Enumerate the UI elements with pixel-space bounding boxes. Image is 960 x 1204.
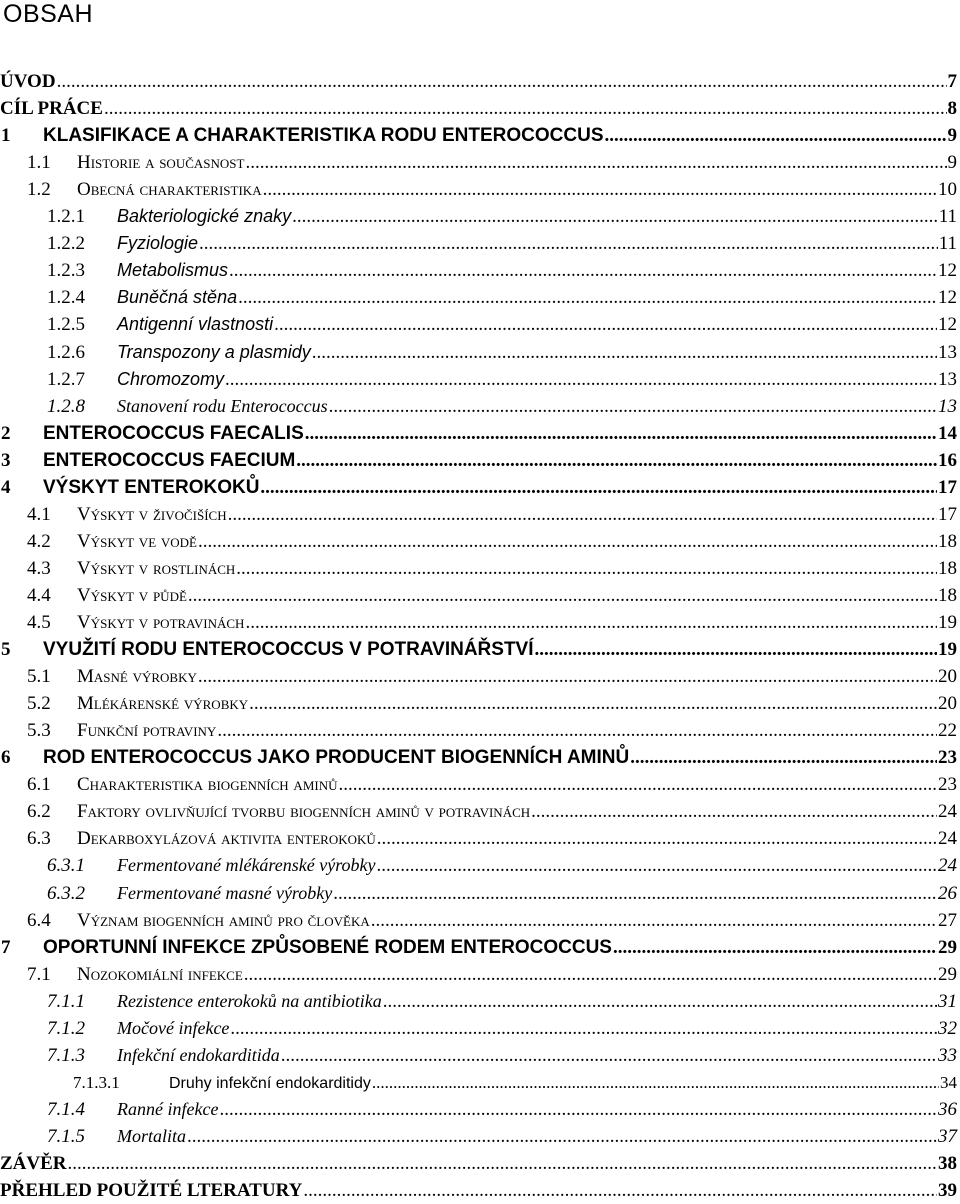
- toc-dot-leader: [630, 744, 937, 771]
- toc-entry-title: Fermentované masné výrobky: [117, 882, 333, 903]
- toc-entry-title: Výskyt v živočiších: [77, 503, 227, 525]
- toc-entry[interactable]: [0, 1150, 957, 1177]
- toc-entry-title: Mlékárenské výrobky: [77, 693, 249, 715]
- toc-entry[interactable]: [0, 798, 957, 825]
- toc-dot-leader: [260, 474, 937, 501]
- toc-dot-leader: [244, 961, 937, 988]
- toc-entry[interactable]: [0, 257, 957, 284]
- toc-dot-leader: [383, 988, 937, 1015]
- toc-entry-number: 6.3.1: [47, 855, 85, 877]
- toc-dot-leader: [217, 717, 937, 744]
- toc-entry-number: 4.2: [27, 530, 51, 552]
- toc-entry[interactable]: [0, 690, 957, 717]
- toc-entry[interactable]: [0, 447, 957, 474]
- toc-entry-page: 17: [938, 476, 957, 498]
- toc-entry-title: Transpozony a plasmidy: [117, 341, 311, 362]
- toc-entry-number: 5.3: [27, 720, 51, 742]
- toc-entry-number: 7: [1, 936, 11, 958]
- toc-entry-page: 13: [938, 341, 957, 363]
- toc-entry-page: 36: [938, 1098, 957, 1120]
- toc-dot-leader: [245, 149, 946, 176]
- toc-entry-title: ENTEROCOCCUS FAECALIS: [43, 422, 304, 444]
- toc-entry-page: 23: [938, 747, 957, 769]
- toc-entry-title: Druhy infekční endokarditidy: [169, 1074, 371, 1092]
- toc-entry-title: Fermentované mlékárenské výrobky: [117, 855, 376, 876]
- toc-entry-title: Močové infekce: [117, 1017, 230, 1038]
- toc-entry[interactable]: [0, 501, 957, 528]
- toc-entry[interactable]: [0, 474, 957, 501]
- toc-entry-page: 9: [947, 125, 957, 147]
- toc-dot-leader: [228, 501, 937, 528]
- toc-entry-page: 9: [947, 152, 957, 174]
- toc-dot-leader: [377, 825, 937, 852]
- toc-dot-leader: [199, 230, 938, 257]
- toc-entry-page: 17: [938, 503, 957, 525]
- toc-entry-title: ENTEROCOCCUS FAECIUM: [43, 449, 296, 471]
- toc-entry-number: 7.1.1: [47, 990, 85, 1012]
- toc-entry-title: Výskyt v půdě: [77, 584, 187, 606]
- toc-entry-page: 12: [938, 260, 957, 282]
- toc-dot-leader: [187, 1123, 937, 1150]
- toc-dot-leader: [198, 528, 937, 555]
- toc-dot-leader: [372, 1069, 939, 1096]
- toc-entry-number: 2: [1, 422, 11, 444]
- toc-entry-page: 14: [938, 422, 957, 444]
- toc-entry[interactable]: [0, 203, 957, 230]
- toc-entry-number: 1.2.5: [47, 314, 85, 336]
- toc-entry[interactable]: [0, 528, 957, 555]
- toc-dot-leader: [274, 311, 937, 338]
- toc-entry-number: 6.1: [27, 774, 51, 796]
- toc-dot-leader: [329, 393, 937, 420]
- toc-dot-leader: [229, 257, 937, 284]
- toc-entry-title: Mortalita: [117, 1125, 187, 1146]
- toc-entry-page: 24: [938, 828, 957, 850]
- toc-entry[interactable]: [0, 934, 957, 961]
- toc-entry-number: 5: [1, 639, 11, 661]
- toc-dot-leader: [605, 122, 947, 149]
- toc-entry-page: 8: [947, 98, 957, 120]
- toc-entry-page: 13: [938, 395, 957, 417]
- toc-entry-number: 6.2: [27, 801, 51, 823]
- toc-entry-number: 4.1: [27, 503, 51, 525]
- toc-dot-leader: [263, 176, 937, 203]
- toc-entry[interactable]: [0, 744, 957, 771]
- toc-entry-page: 31: [938, 990, 957, 1012]
- toc-entry-page: 19: [938, 612, 957, 633]
- toc-dot-leader: [303, 1177, 937, 1204]
- toc-entry-number: 6: [1, 747, 11, 769]
- toc-entry-title: Význam biogenních aminů pro člověka: [77, 909, 370, 931]
- toc-entry-title: Dekarboxylázová aktivita enterokoků: [77, 828, 376, 850]
- toc-entry-title: PŘEHLED POUŽITÉ LTERATURY: [0, 1180, 303, 1202]
- toc-entry[interactable]: [0, 68, 957, 95]
- toc-entry-title: Stanovení rodu Enterococcus: [117, 395, 328, 416]
- toc-dot-leader: [281, 1042, 937, 1069]
- toc-entry-title: Rezistence enterokoků na antibiotika: [117, 990, 382, 1011]
- toc-entry-page: 18: [938, 557, 957, 579]
- toc-entry-title: Masné výrobky: [77, 666, 197, 688]
- toc-dot-leader: [230, 1015, 937, 1042]
- toc-entry-page: 20: [938, 693, 957, 715]
- toc-entry[interactable]: [0, 880, 957, 907]
- toc-entry-title: CÍL PRÁCE: [0, 98, 103, 120]
- toc-entry-page: 12: [938, 314, 957, 336]
- toc-entry-number: 7.1.3.1: [73, 1072, 120, 1092]
- toc-entry-page: 27: [938, 909, 957, 931]
- toc-entry-number: 1.2.1: [47, 206, 85, 228]
- toc-entry-title: Výskyt v rostlinách: [77, 557, 236, 579]
- toc-entry-title: Ranné infekce: [117, 1098, 219, 1119]
- toc-entry-page: 18: [938, 584, 957, 606]
- toc-entry[interactable]: [0, 988, 957, 1015]
- toc-dot-leader: [219, 1096, 937, 1123]
- toc-entry-number: 1.1: [27, 152, 51, 174]
- toc-entry-number: 1.2: [27, 179, 51, 201]
- toc-entry-number: 1.2.4: [47, 287, 85, 309]
- toc-entry-number: 1.2.8: [47, 395, 85, 417]
- toc-entry-page: 22: [938, 720, 957, 742]
- toc-entry-title: Antigenní vlastnosti: [117, 314, 274, 335]
- toc-entry-title: Obecná charakteristika: [77, 179, 262, 201]
- toc-entry-number: 1.2.3: [47, 260, 85, 282]
- toc-entry-page: 33: [938, 1044, 957, 1066]
- toc-entry[interactable]: [0, 339, 957, 366]
- toc-entry[interactable]: [0, 636, 957, 663]
- toc-entry-number: 6.3.2: [47, 882, 85, 904]
- toc-dot-leader: [68, 1150, 937, 1177]
- toc-entry-number: 1: [1, 125, 11, 147]
- toc-entry[interactable]: [0, 907, 957, 934]
- toc-entry-page: 29: [938, 963, 957, 985]
- toc-entry-page: 32: [938, 1017, 957, 1039]
- toc-entry-page: 10: [938, 179, 957, 201]
- toc-dot-leader: [249, 690, 937, 717]
- toc-entry[interactable]: [0, 609, 957, 636]
- toc-entry[interactable]: [0, 149, 957, 176]
- toc-entry[interactable]: [0, 230, 957, 257]
- toc-entry-title: VYUŽITÍ RODU ENTEROCOCCUS V POTRAVINÁŘSTVÍ: [43, 639, 534, 661]
- toc-dot-leader: [296, 447, 937, 474]
- toc-dot-leader: [188, 582, 937, 609]
- toc-entry-number: 6.4: [27, 909, 51, 931]
- toc-dot-leader: [236, 555, 937, 582]
- toc-entry-title: VÝSKYT ENTEROKOKŮ: [43, 476, 260, 498]
- toc-entry-title: Fyziologie: [117, 233, 199, 254]
- toc-dot-leader: [225, 366, 937, 393]
- toc-entry-title: Chromozomy: [117, 368, 225, 389]
- toc-entry[interactable]: [0, 420, 957, 447]
- toc-entry-page: 20: [938, 666, 957, 688]
- toc-entry-page: 37: [938, 1125, 957, 1147]
- toc-entry-page: 16: [938, 449, 957, 471]
- toc-entry-title: Funkční potraviny: [77, 720, 217, 742]
- toc-entry[interactable]: [0, 555, 957, 582]
- toc-dot-leader: [613, 934, 937, 961]
- toc-entry-page: 18: [938, 530, 957, 552]
- toc-entry[interactable]: [0, 582, 957, 609]
- toc-entry-page: 13: [938, 368, 957, 390]
- toc-dot-leader: [371, 907, 937, 934]
- toc-dot-leader: [377, 852, 937, 879]
- toc-entry-number: 1.2.6: [47, 341, 85, 363]
- toc-entry-number: 4.4: [27, 584, 51, 606]
- toc-entry-page: 12: [938, 287, 957, 309]
- toc-entry-number: 7.1.4: [47, 1098, 85, 1120]
- toc-entry-page: 39: [938, 1180, 957, 1202]
- toc-entry[interactable]: [0, 1123, 957, 1150]
- toc-entry-title: Historie a současnost: [77, 152, 245, 174]
- toc-entry-page: 24: [938, 855, 957, 877]
- toc-entry-title: ROD ENTEROCOCCUS JAKO PRODUCENT BIOGENNÍCH AMINŮ: [43, 747, 630, 769]
- toc-entry[interactable]: [0, 1042, 957, 1069]
- toc-dot-leader: [104, 95, 947, 122]
- toc-entry-number: 5.2: [27, 693, 51, 715]
- toc-entry-page: 38: [938, 1153, 957, 1174]
- toc-entry-title: OPORTUNNÍ INFEKCE ZPŮSOBENÉ RODEM ENTEROCOCCUS: [43, 936, 612, 958]
- toc-entry[interactable]: [0, 1177, 957, 1204]
- page-title: OBSAH: [3, 0, 94, 28]
- toc-entry-title: Metabolismus: [117, 260, 229, 281]
- toc-entry-page: 7: [947, 71, 957, 92]
- toc-entry-title: Charakteristika biogenních aminů: [77, 774, 338, 796]
- toc-entry[interactable]: [0, 95, 957, 122]
- toc-entry-title: Buněčná stěna: [117, 287, 238, 308]
- toc-entry[interactable]: [0, 825, 957, 852]
- toc-entry-number: 6.3: [27, 828, 51, 850]
- toc-entry-number: 1.2.7: [47, 368, 85, 390]
- toc-entry-title: KLASIFIKACE A CHARAKTERISTIKA RODU ENTEROCOCCUS: [43, 125, 604, 147]
- toc-entry-title: ZÁVĚR: [0, 1153, 67, 1174]
- toc-entry-title: Infekční endokarditida: [117, 1044, 280, 1065]
- toc-entry-title: Faktory ovlivňující tvorbu biogenních aminů v potravinách: [77, 801, 531, 823]
- toc-dot-leader: [333, 880, 937, 907]
- toc-dot-leader: [339, 771, 938, 798]
- toc-entry[interactable]: [0, 1015, 957, 1042]
- toc-entry-page: 19: [938, 639, 957, 661]
- toc-entry-page: 11: [938, 233, 957, 255]
- toc-entry-title: Výskyt ve vodě: [77, 530, 197, 552]
- toc-entry-number: 3: [1, 449, 11, 471]
- toc-entry[interactable]: [0, 771, 957, 798]
- toc-entry[interactable]: [0, 1069, 957, 1096]
- toc-dot-leader: [535, 636, 937, 663]
- toc-entry[interactable]: [0, 663, 957, 690]
- toc-entry-page: 11: [938, 206, 957, 228]
- toc-entry-number: 7.1.3: [47, 1044, 85, 1066]
- toc-dot-leader: [292, 203, 938, 230]
- toc-entry-title: Bakteriologické znaky: [117, 206, 292, 227]
- toc-entry-title: ÚVOD: [0, 71, 56, 92]
- toc-dot-leader: [245, 609, 937, 636]
- toc-entry-number: 5.1: [27, 666, 51, 688]
- toc-entry-page: 24: [938, 801, 957, 823]
- toc-entry[interactable]: [0, 393, 957, 420]
- toc-entry-page: 23: [938, 774, 957, 796]
- toc-entry-title: Výskyt v potravinách: [77, 612, 245, 633]
- toc-entry-number: 4: [1, 476, 11, 498]
- toc-entry[interactable]: [0, 366, 957, 393]
- toc-entry[interactable]: [0, 311, 957, 338]
- toc-entry-page: 29: [938, 936, 957, 958]
- toc-entry[interactable]: [0, 176, 957, 203]
- toc-dot-leader: [312, 339, 937, 366]
- toc-entry-number: 7.1.5: [47, 1125, 85, 1147]
- toc-dot-leader: [305, 420, 937, 447]
- toc-entry-title: Nozokomiální infekce: [77, 963, 243, 985]
- toc-entry[interactable]: [0, 122, 957, 149]
- toc-entry[interactable]: [0, 1096, 957, 1123]
- toc-entry-number: 7.1: [27, 963, 51, 985]
- toc-entry[interactable]: [0, 284, 957, 311]
- toc-dot-leader: [531, 798, 937, 825]
- toc-dot-leader: [57, 68, 947, 95]
- toc-dot-leader: [198, 663, 937, 690]
- toc-entry[interactable]: [0, 961, 957, 988]
- toc-entry-number: 4.3: [27, 557, 51, 579]
- toc-entry-page: 34: [940, 1072, 957, 1092]
- toc-entry[interactable]: [0, 717, 957, 744]
- toc-entry-number: 1.2.2: [47, 233, 85, 255]
- toc-entry[interactable]: [0, 852, 957, 879]
- toc-entry-number: 4.5: [27, 612, 51, 633]
- toc-entry-number: 7.1.2: [47, 1017, 85, 1039]
- toc-entry-page: 26: [938, 882, 957, 904]
- toc-dot-leader: [238, 284, 937, 311]
